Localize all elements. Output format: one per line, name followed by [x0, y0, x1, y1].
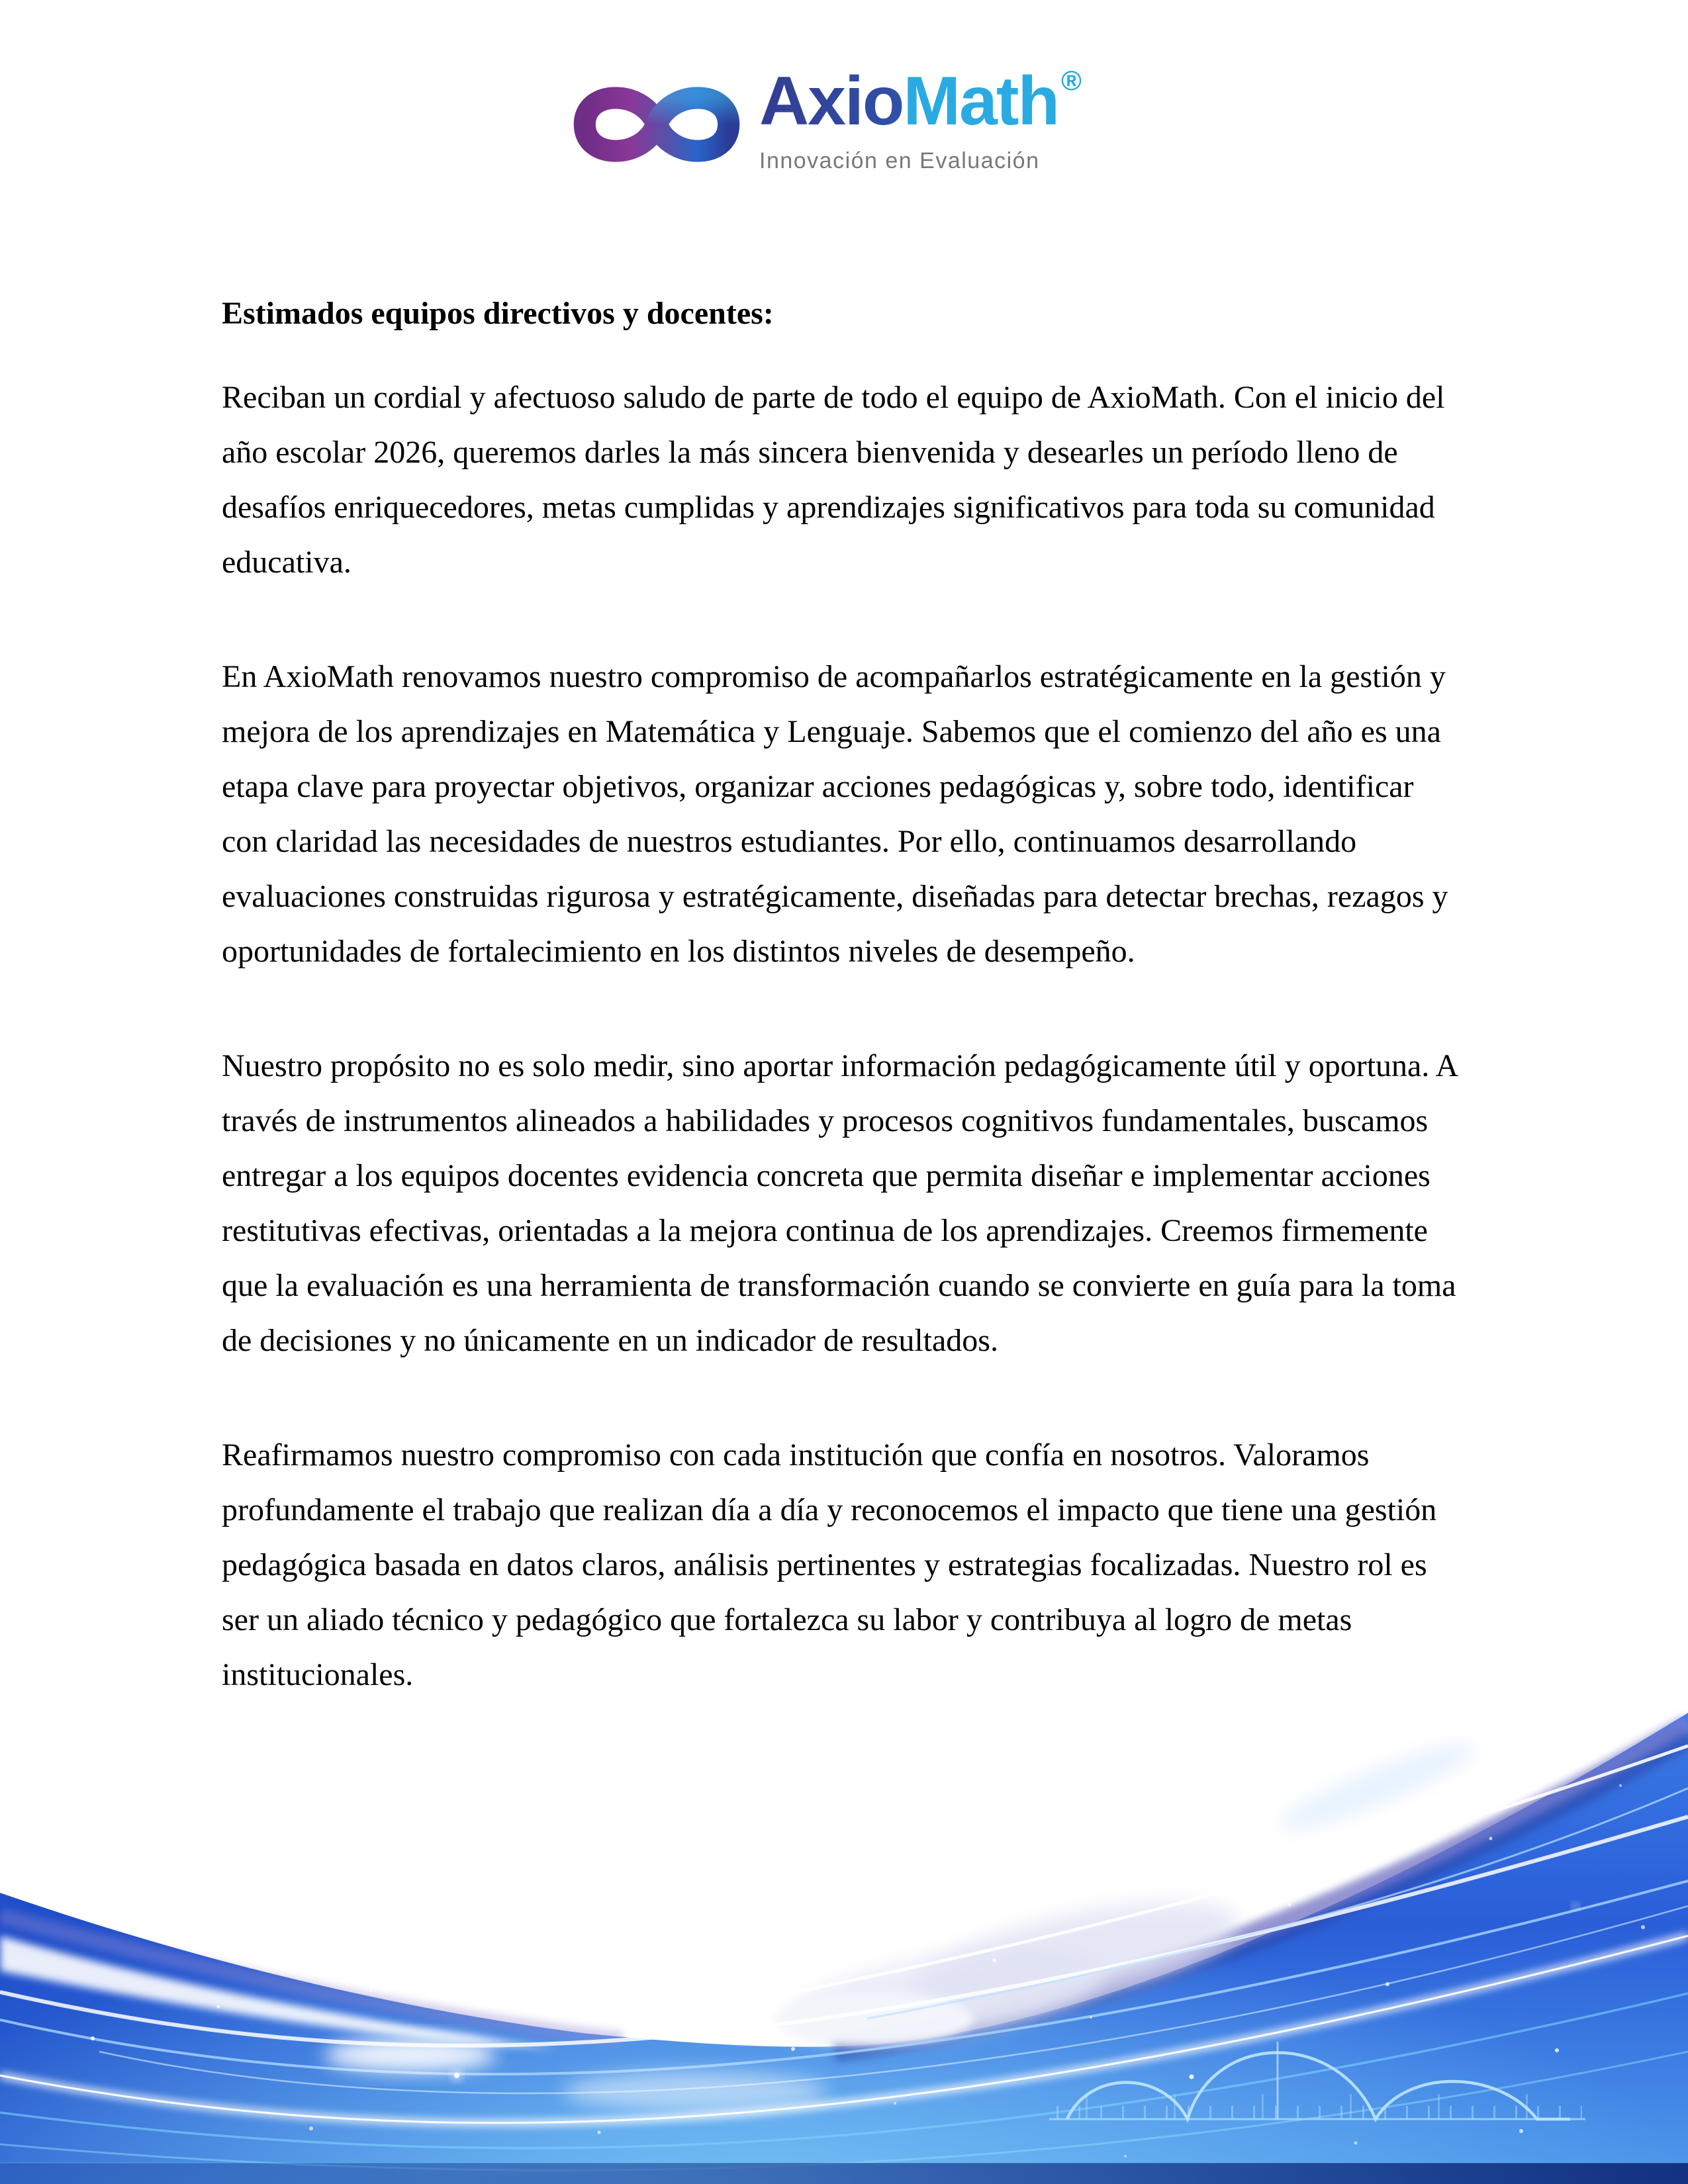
- registered-trademark-icon: ®: [1061, 65, 1082, 96]
- letter-body: [222, 0, 1466, 1762]
- wave-decoration: [0, 1707, 1688, 2184]
- salutation: Estimados equipos directivos y docentes:: [222, 296, 774, 331]
- paragraph-2: En AxioMath renovamos nuestro compromiso de acompañarlos estratégicamente en la gestión y mejora de los aprendizajes en Matemática y Lenguaje. Sabemos que el comienzo del año es una etapa clave para proyectar objetivos, organizar acciones pedagógicas y, sobre todo, identificar con claridad las necesidades de nuestros estudiantes. Por ello, continuamos desarrollando evaluaciones construidas rigurosa y estratégicamente, diseñadas para detectar brechas, rezagos y oportunidades de fortalecimiento en los distintos niveles de desempeño.: [222, 659, 1448, 969]
- logo-tagline: Innovación en Evaluación: [759, 148, 1040, 173]
- paragraph-4: Reafirmamos nuestro compromiso con cada institución que confía en nosotros. Valoramos profundamente el trabajo que realizan día a día y reconocemos el impacto que tiene una gestión pedagógica basada en datos claros, análisis pertinentes y estrategias focalizadas. Nuestro rol es ser un aliado técnico y pedagógico que fortalezca su labor y contribuya al logro de metas institucionales.: [222, 1437, 1437, 1692]
- logo-axio: Axio: [759, 63, 904, 140]
- paragraph-1: Reciban un cordial y afectuoso saludo de parte de todo el equipo de AxioMath. Con el inicio del año escolar 2026, queremos darles la más sincera bienvenida y desearles un período lleno de desafíos enriquecedores, metas cumplidas y aprendizajes significativos para toda su comunidad educativa.: [222, 380, 1445, 580]
- logo-math: Math: [903, 63, 1059, 140]
- paragraph-3: Nuestro propósito no es solo medir, sino aportar información pedagógicamente útil y oportuna. A través de instrumentos alineados a habilidades y procesos cognitivos fundamentales, buscamos entregar a los equipos docentes evidencia concreta que permita diseñar e implementar acciones restitutivas efectivas, orientadas a la mejora continua de los aprendizajes. Creemos firmemente que la evaluación es una herramienta de transformación cuando se convierte en guía para la toma de decisiones y no únicamente en un indicador de resultados.: [222, 1048, 1457, 1358]
- wave-bottom-strip: [0, 2163, 1688, 2184]
